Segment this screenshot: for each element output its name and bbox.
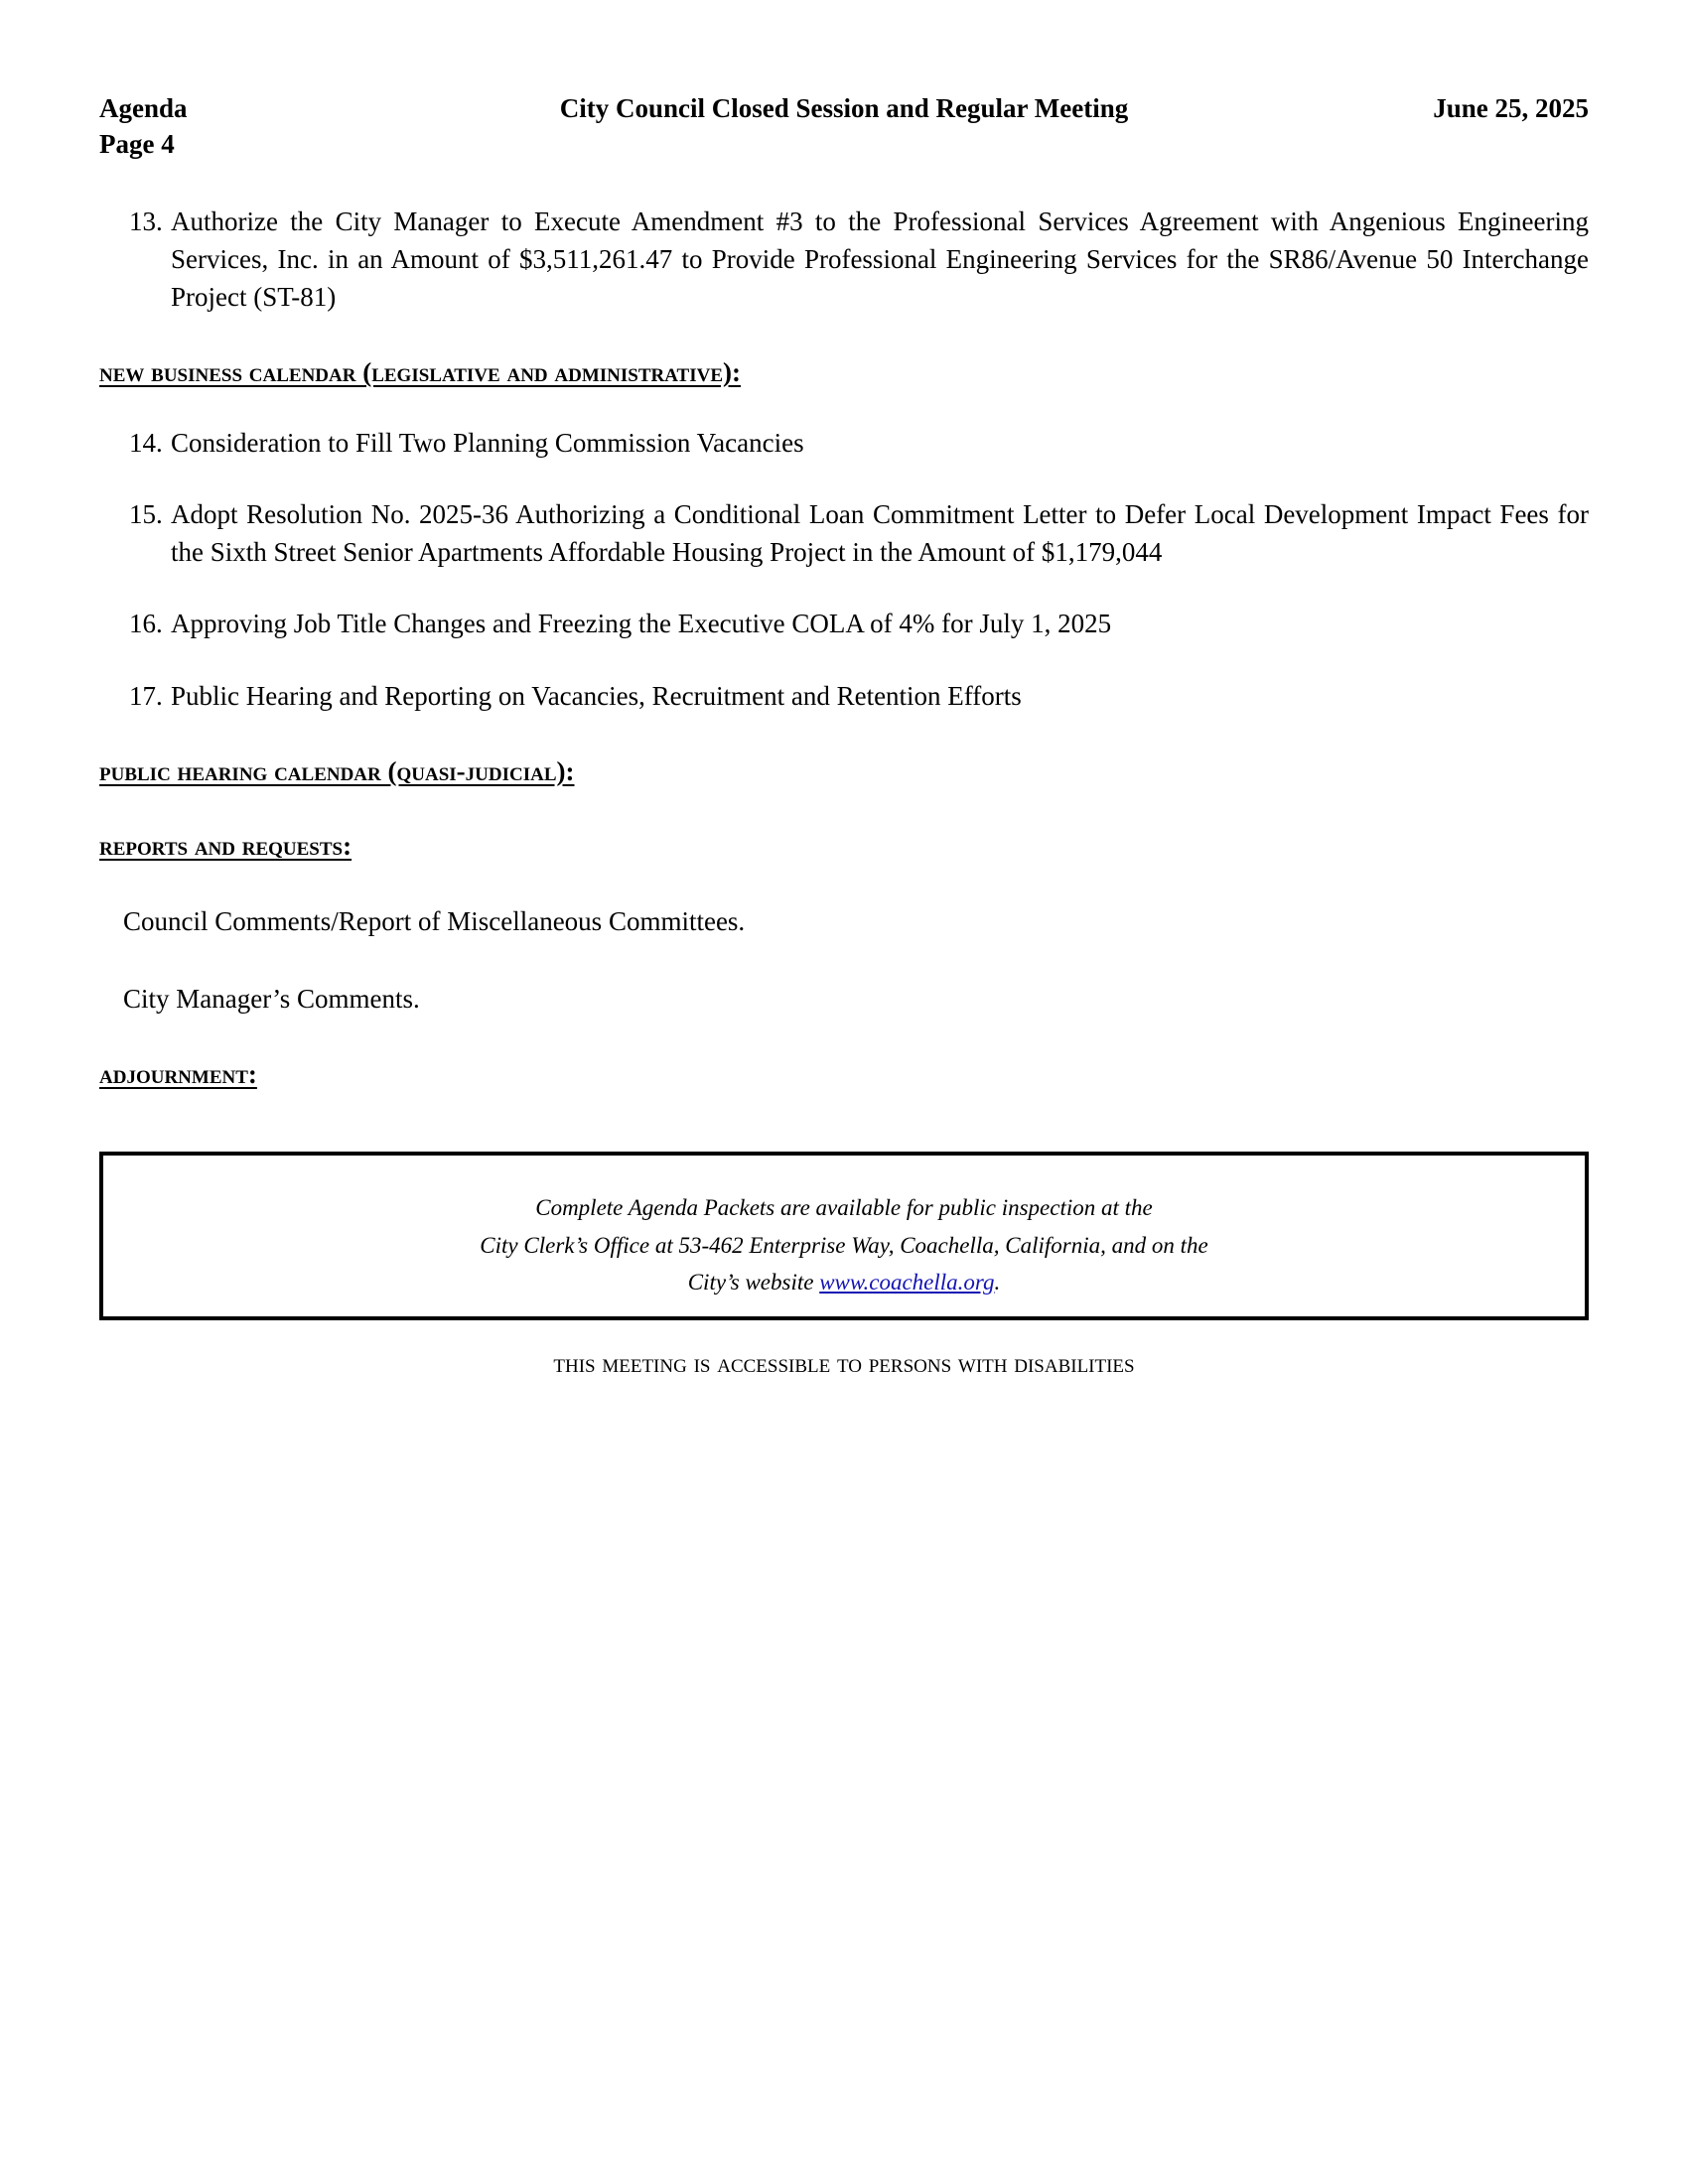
- agenda-item-17-number: 17.: [129, 680, 163, 711]
- notice-line-3-suffix: .: [994, 1269, 1001, 1295]
- header-page-number: Page 4: [99, 128, 175, 159]
- document-header: [99, 91, 1589, 169]
- agenda-item-13-text: Authorize the City Manager to Execute Amendment #3 to the Professional Services Agreement with Angenious Engineering Services, Inc. in an Amount of $3,511,261.47 to Provide Professional Engineering Services for the SR86/Avenue 50 Interchange Project (ST-81): [171, 206, 1589, 313]
- agenda-item-17-text: Public Hearing and Reporting on Vacancies, Recruitment and Retention Efforts: [171, 680, 1022, 711]
- agenda-item-14-text: Consideration to Fill Two Planning Commission Vacancies: [171, 428, 804, 459]
- notice-line-3-prefix: City’s website: [687, 1269, 820, 1295]
- agenda-item-13-number: 13.: [129, 206, 163, 236]
- agenda-item-14-number: 14.: [129, 428, 163, 459]
- header-meeting-date: June 25, 2025: [1433, 93, 1589, 123]
- agenda-packet-notice-box: [99, 1152, 1589, 1320]
- heading-adjournment: adjournment:: [99, 1059, 257, 1090]
- agenda-item-15: [99, 495, 1589, 571]
- agenda-item-17: [99, 677, 1589, 715]
- city-website-link[interactable]: www.coachella.org: [819, 1269, 995, 1295]
- agenda-item-14: [99, 424, 1589, 462]
- heading-new-business-calendar: new business calendar (legislative and administrative):: [99, 357, 741, 388]
- council-comments-line: Council Comments/Report of Miscellaneous Committees.: [123, 905, 746, 936]
- accessibility-note: this meeting is accessible to persons with disabilities: [553, 1348, 1135, 1379]
- agenda-item-16-number: 16.: [129, 609, 163, 639]
- heading-reports-and-requests: reports and requests:: [99, 830, 352, 861]
- agenda-item-15-text: Adopt Resolution No. 2025-36 Authorizing a Conditional Loan Commitment Letter to Defer Local Development Impact Fees for the Sixth Street Senior Apartments Affordable Housing Project in the Amount of $1,179,044: [171, 499, 1589, 568]
- agenda-item-15-number: 15.: [129, 499, 163, 530]
- agenda-item-13: [99, 203, 1589, 316]
- notice-line-2: City Clerk’s Office at 53-462 Enterprise Way, Coachella, California, and on the: [480, 1232, 1208, 1258]
- city-manager-comments-line: City Manager’s Comments.: [123, 983, 420, 1014]
- header-meeting-title: City Council Closed Session and Regular Meeting: [559, 93, 1129, 123]
- notice-line-1: Complete Agenda Packets are available for public inspection at the: [535, 1195, 1153, 1221]
- notice-line-3: [123, 1264, 1565, 1300]
- page-content: [99, 91, 1589, 1382]
- agenda-item-16-text: Approving Job Title Changes and Freezing the Executive COLA of 4% for July 1, 2025: [171, 609, 1112, 639]
- header-document-type: Agenda: [99, 93, 188, 123]
- heading-public-hearing-calendar: public hearing calendar (quasi-judicial):: [99, 755, 575, 786]
- agenda-item-16: [99, 605, 1589, 642]
